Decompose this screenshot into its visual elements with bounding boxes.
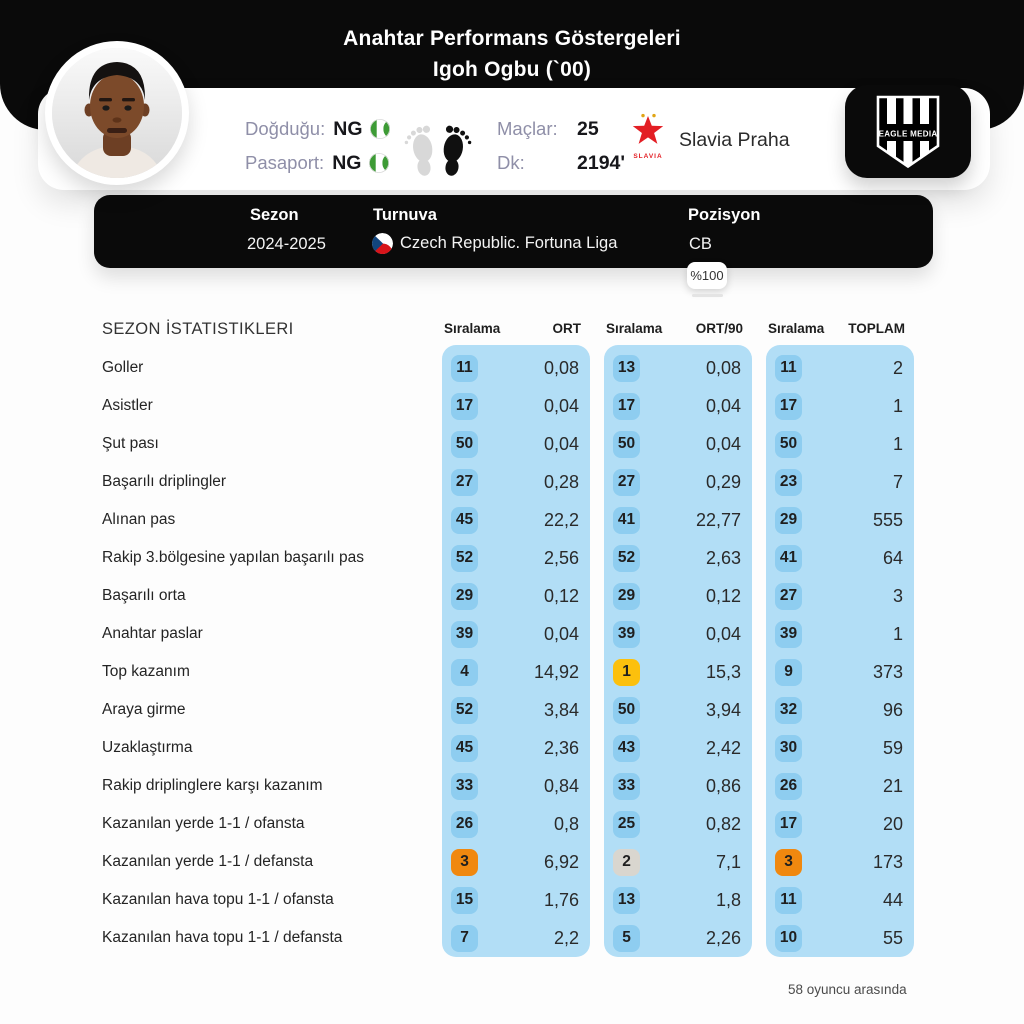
born-row — [245, 116, 390, 142]
stat-value: 22,77 — [695, 509, 741, 530]
player-avatar — [45, 41, 189, 185]
column-header-group-1 — [442, 321, 590, 336]
eagle-media-logo — [845, 85, 971, 178]
stat-cell — [604, 881, 752, 919]
rank-badge: 43 — [613, 735, 640, 762]
season-label: Sezon — [250, 206, 299, 224]
rank-badge: 30 — [775, 735, 802, 762]
stat-value: 0,04 — [543, 433, 579, 454]
stat-cell — [442, 349, 590, 387]
rank-badge: 39 — [613, 621, 640, 648]
stat-cell — [604, 577, 752, 615]
stat-value: 0,08 — [705, 357, 741, 378]
stat-cell — [604, 539, 752, 577]
minutes-value: 2194' — [577, 151, 626, 174]
rank-badge: 23 — [775, 469, 802, 496]
stat-value: 3,94 — [705, 699, 741, 720]
stat-cell — [442, 615, 590, 653]
stat-value: 0,08 — [543, 357, 579, 378]
stat-cell — [766, 349, 914, 387]
minutes-row — [497, 150, 625, 176]
stat-value: 7 — [892, 471, 903, 492]
position-label: Pozisyon — [688, 206, 761, 224]
rank-badge: 29 — [451, 583, 478, 610]
position-value: CB — [689, 235, 712, 253]
stat-cell — [766, 729, 914, 767]
stat-cell — [766, 539, 914, 577]
eagle-media-text: EAGLE MEDIA — [878, 129, 938, 138]
stat-value: 55 — [882, 927, 903, 948]
column-header: Sıralama — [768, 321, 825, 336]
stat-label: Kazanılan hava topu 1-1 / defansta — [102, 929, 343, 946]
stat-group-total — [766, 345, 914, 957]
stat-cell — [766, 463, 914, 501]
stat-cell — [442, 653, 590, 691]
stat-value: 555 — [872, 509, 903, 530]
stat-value: 59 — [882, 737, 903, 758]
stat-value: 2,36 — [543, 737, 579, 758]
stat-cell — [442, 729, 590, 767]
stat-cell — [766, 919, 914, 957]
born-label: Doğduğu: — [245, 118, 326, 139]
rank-badge: 26 — [775, 773, 802, 800]
rank-badge: 32 — [775, 697, 802, 724]
stat-value: 6,92 — [543, 851, 579, 872]
stat-value: 2,56 — [543, 547, 579, 568]
stat-label: Başarılı orta — [102, 587, 186, 604]
czech-flag-icon — [372, 233, 393, 254]
right-foot-icon — [438, 125, 473, 178]
rank-badge: 25 — [613, 811, 640, 838]
table-title: SEZON İSTATISTIKLERI — [102, 320, 294, 338]
stat-cell — [604, 349, 752, 387]
rank-badge: 26 — [451, 811, 478, 838]
stat-value: 3 — [892, 585, 903, 606]
rank-badge: 17 — [775, 811, 802, 838]
rank-badge: 33 — [451, 773, 478, 800]
rank-badge: 15 — [451, 887, 478, 914]
matches-label: Maçlar: — [497, 118, 558, 139]
stat-cell — [604, 615, 752, 653]
nigeria-flag-icon — [369, 153, 389, 173]
season-value: 2024-2025 — [247, 235, 326, 253]
stat-cell — [442, 425, 590, 463]
stat-value: 2,2 — [553, 927, 579, 948]
column-header: ORT/90 — [695, 321, 743, 336]
stat-label: Şut pası — [102, 435, 159, 452]
rank-badge: 3 — [451, 849, 478, 876]
rank-badge: 11 — [451, 355, 478, 382]
stat-value: 7,1 — [715, 851, 741, 872]
rank-badge: 2 — [613, 849, 640, 876]
footnote: 58 oyuncu arasında — [788, 982, 907, 997]
rank-badge: 5 — [613, 925, 640, 952]
club-block — [630, 113, 790, 167]
season-bar — [94, 195, 933, 268]
stat-value: 15,3 — [705, 661, 741, 682]
stat-value: 0,8 — [553, 813, 579, 834]
stat-value: 0,28 — [543, 471, 579, 492]
stat-value: 0,84 — [543, 775, 579, 796]
column-header: ORT — [552, 321, 581, 336]
stat-cell — [766, 615, 914, 653]
stat-value: 44 — [882, 889, 903, 910]
rank-badge: 41 — [613, 507, 640, 534]
rank-badge: 29 — [775, 507, 802, 534]
rank-badge: 50 — [451, 431, 478, 458]
stat-cell — [766, 425, 914, 463]
passport-value: NG — [332, 151, 362, 174]
stat-value: 173 — [872, 851, 903, 872]
rank-badge: 11 — [775, 355, 802, 382]
stat-value: 0,29 — [705, 471, 741, 492]
rank-badge: 4 — [451, 659, 478, 686]
stat-value: 0,12 — [543, 585, 579, 606]
nigeria-flag-icon — [370, 119, 390, 139]
slavia-crest-text: SLAVIA — [633, 153, 663, 160]
stat-label: Top kazanım — [102, 663, 190, 680]
club-name: Slavia Praha — [679, 128, 790, 151]
rank-badge: 13 — [613, 887, 640, 914]
stat-cell — [766, 843, 914, 881]
stat-label: Uzaklaştırma — [102, 739, 193, 756]
stat-cell — [766, 805, 914, 843]
stat-cell — [604, 387, 752, 425]
stat-cell — [766, 881, 914, 919]
tournament-value-row — [372, 233, 617, 254]
passport-row — [245, 150, 389, 176]
stat-cell — [766, 501, 914, 539]
stat-cell — [604, 425, 752, 463]
stat-cell — [766, 767, 914, 805]
rank-badge: 9 — [775, 659, 802, 686]
passport-label: Pasaport: — [245, 152, 325, 173]
stat-value: 373 — [872, 661, 903, 682]
position-share-badge: %100 — [687, 262, 727, 289]
stat-value: 0,12 — [705, 585, 741, 606]
stat-label: Rakip 3.bölgesine yapılan başarılı pas — [102, 549, 364, 566]
stat-value: 1,76 — [543, 889, 579, 910]
stat-value: 20 — [882, 813, 903, 834]
rank-badge: 1 — [613, 659, 640, 686]
stat-cell — [604, 919, 752, 957]
stat-value: 64 — [882, 547, 903, 568]
stat-group-ort90 — [604, 345, 752, 957]
page-title-line2: Igoh Ogbu (`00) — [432, 58, 592, 81]
stat-cell — [442, 539, 590, 577]
rank-badge: 45 — [451, 735, 478, 762]
stat-value: 1,8 — [715, 889, 741, 910]
rank-badge: 27 — [775, 583, 802, 610]
rank-badge: 3 — [775, 849, 802, 876]
rank-badge: 10 — [775, 925, 802, 952]
tournament-label: Turnuva — [373, 206, 437, 224]
rank-badge: 50 — [775, 431, 802, 458]
stat-group-ort — [442, 345, 590, 957]
stat-label: Alınan pas — [102, 511, 176, 528]
stat-value: 1 — [892, 623, 903, 644]
slavia-crest-icon — [630, 113, 666, 167]
rank-badge: 7 — [451, 925, 478, 952]
matches-value: 25 — [577, 117, 599, 140]
stat-value: 2,42 — [705, 737, 741, 758]
stat-value: 0,86 — [705, 775, 741, 796]
stat-cell — [604, 729, 752, 767]
stat-value: 1 — [892, 395, 903, 416]
minutes-label: Dk: — [497, 152, 525, 173]
column-header-group-3 — [766, 321, 914, 336]
stat-value: 1 — [892, 433, 903, 454]
rank-badge: 17 — [451, 393, 478, 420]
rank-badge: 41 — [775, 545, 802, 572]
tournament-value: Czech Republic. Fortuna Liga — [400, 234, 618, 252]
stat-labels — [102, 345, 442, 957]
rank-badge: 11 — [775, 887, 802, 914]
column-header: Sıralama — [606, 321, 663, 336]
stat-value: 3,84 — [543, 699, 579, 720]
stat-cell — [604, 767, 752, 805]
stat-value: 0,04 — [705, 433, 741, 454]
rank-badge: 52 — [613, 545, 640, 572]
stat-label: Başarılı driplingler — [102, 473, 227, 490]
rank-badge: 50 — [613, 431, 640, 458]
stat-cell — [442, 387, 590, 425]
stat-cell — [766, 653, 914, 691]
rank-badge: 39 — [775, 621, 802, 648]
stat-cell — [604, 653, 752, 691]
stat-cell — [442, 767, 590, 805]
stat-value: 96 — [882, 699, 903, 720]
stat-cell — [604, 463, 752, 501]
stat-cell — [442, 805, 590, 843]
stat-label: Kazanılan yerde 1-1 / defansta — [102, 853, 314, 870]
stat-value: 0,04 — [543, 395, 579, 416]
stat-cell — [442, 691, 590, 729]
stat-value: 0,04 — [705, 395, 741, 416]
stat-cell — [442, 843, 590, 881]
stat-cell — [442, 577, 590, 615]
stat-label: Kazanılan yerde 1-1 / ofansta — [102, 815, 305, 832]
matches-row — [497, 116, 599, 142]
stat-value: 2,63 — [705, 547, 741, 568]
stat-label: Rakip driplinglere karşı kazanım — [102, 777, 323, 794]
stat-cell — [604, 805, 752, 843]
stat-cell — [766, 387, 914, 425]
stat-label: Asistler — [102, 397, 153, 414]
stat-cell — [604, 691, 752, 729]
feet-icon — [402, 110, 474, 180]
stat-label: Kazanılan hava topu 1-1 / ofansta — [102, 891, 334, 908]
stat-cell — [442, 881, 590, 919]
column-header: TOPLAM — [848, 321, 905, 336]
stat-cell — [766, 691, 914, 729]
rank-badge: 27 — [451, 469, 478, 496]
rank-badge: 17 — [775, 393, 802, 420]
stat-cell — [442, 463, 590, 501]
rank-badge: 45 — [451, 507, 478, 534]
rank-badge: 39 — [451, 621, 478, 648]
rank-badge: 52 — [451, 697, 478, 724]
page-title-line1: Anahtar Performans Göstergeleri — [343, 27, 681, 50]
stat-value: 0,82 — [705, 813, 741, 834]
rank-badge: 29 — [613, 583, 640, 610]
stat-cell — [442, 501, 590, 539]
rank-badge: 17 — [613, 393, 640, 420]
column-header: Sıralama — [444, 321, 501, 336]
rank-badge: 50 — [613, 697, 640, 724]
rank-badge: 13 — [613, 355, 640, 382]
stat-value: 0,04 — [543, 623, 579, 644]
player-avatar-illustration — [52, 48, 182, 178]
stat-cell — [766, 577, 914, 615]
stat-cell — [604, 501, 752, 539]
born-value: NG — [333, 117, 363, 140]
left-foot-icon — [402, 125, 437, 178]
stat-label: Anahtar paslar — [102, 625, 203, 642]
stat-value: 2,26 — [705, 927, 741, 948]
rank-badge: 33 — [613, 773, 640, 800]
stat-value: 2 — [892, 357, 903, 378]
position-share-bar — [692, 294, 723, 297]
rank-badge: 52 — [451, 545, 478, 572]
rank-badge: 27 — [613, 469, 640, 496]
stat-value: 21 — [882, 775, 903, 796]
stat-label: Araya girme — [102, 701, 186, 718]
stat-cell — [604, 843, 752, 881]
stat-label: Goller — [102, 359, 144, 376]
stat-value: 22,2 — [543, 509, 579, 530]
stat-cell — [442, 919, 590, 957]
stat-value: 0,04 — [705, 623, 741, 644]
stat-value: 14,92 — [533, 661, 579, 682]
column-header-group-2 — [604, 321, 752, 336]
eagle-media-shield-icon — [875, 94, 941, 170]
